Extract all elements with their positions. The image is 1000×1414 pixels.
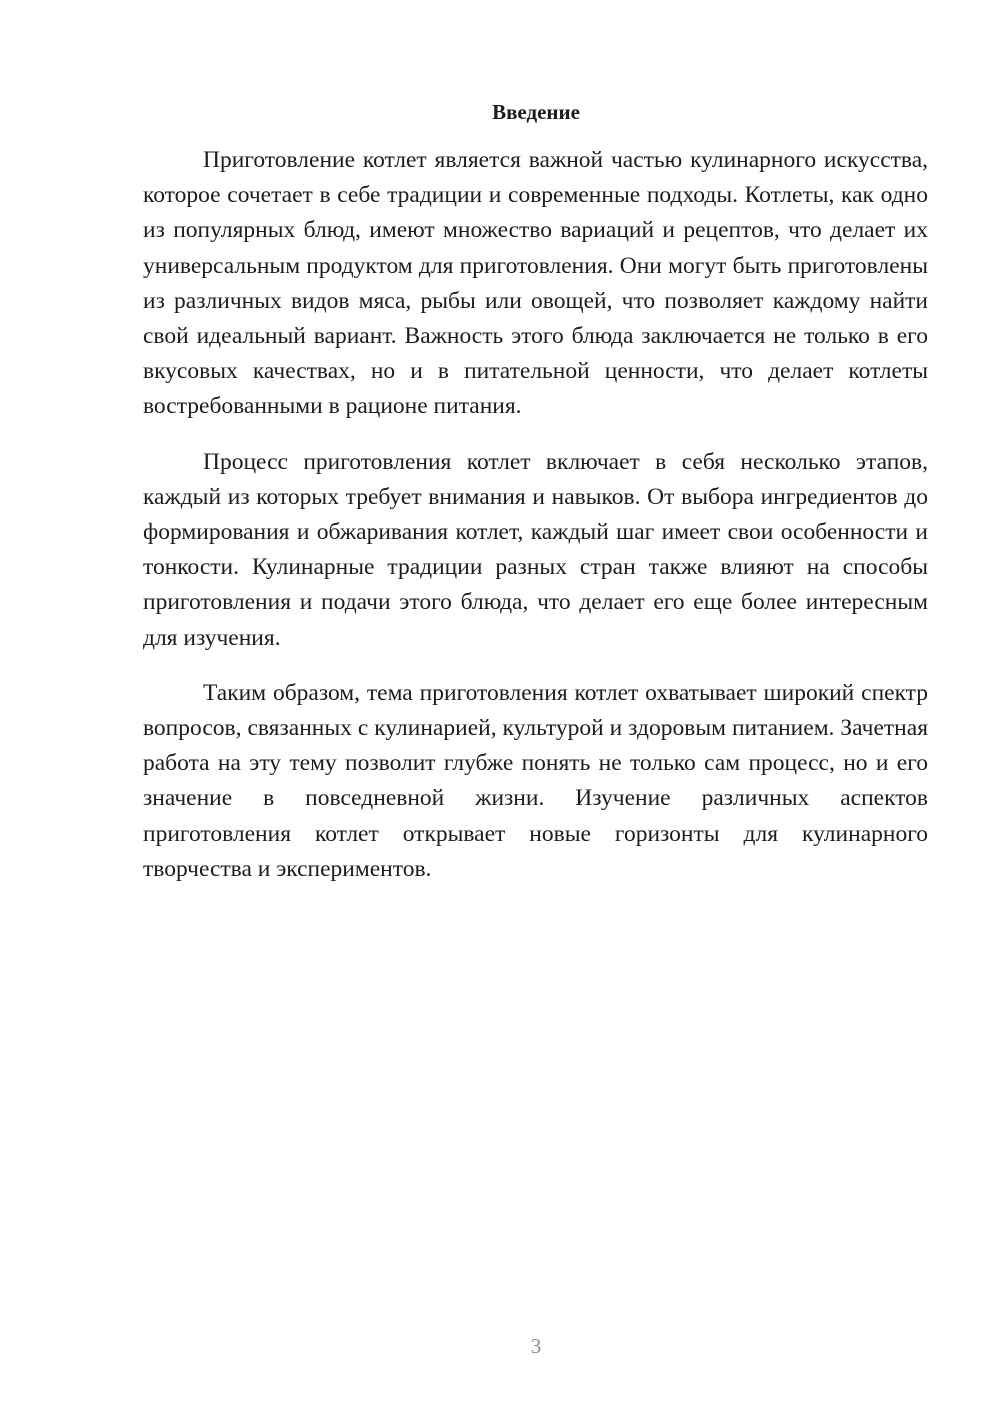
paragraph-2: Процесс приготовления котлет включает в себя несколько этапов, каждый из которых требует внимания и навыков. От выбора ингредиентов до формирования и обжаривания котлет, каждый шаг имеет свои особенности и тонкости. Кулинарные традиции разных стран также влияют на способы приготовления и подачи этого блюда, что делает его еще более интересным для изучения.	[143, 448, 928, 651]
paragraph-3: Таким образом, тема приготовления котлет охватывает широкий спектр вопросов, связанных с кулинарией, культурой и здоровым питанием. Зачетная работа на эту тему позволит глубже понять не только сам процесс, но и его значение в повседневной жизни. Изучение различных аспектов приготовления котлет открывает новые горизонты для кулинарного творчества и экспериментов.	[143, 679, 928, 882]
page-number: 3	[530, 1334, 542, 1358]
body-text	[143, 143, 928, 907]
section-heading: Введение	[492, 100, 580, 124]
paragraph-1: Приготовление котлет является важной частью кулинарного искусства, которое сочетает в себе традиции и современные подходы. Котлеты, как одно из популярных блюд, имеют множество вариаций и рецептов, что делает их универсальным продуктом для приготовления. Они могут быть приготовлены из различных видов мяса, рыбы или овощей, что позволяет каждому найти свой идеальный вариант. Важность этого блюда заключается не только в его вкусовых качествах, но и в питательной ценности, что делает котлеты востребованными в рационе питания.	[143, 147, 928, 420]
